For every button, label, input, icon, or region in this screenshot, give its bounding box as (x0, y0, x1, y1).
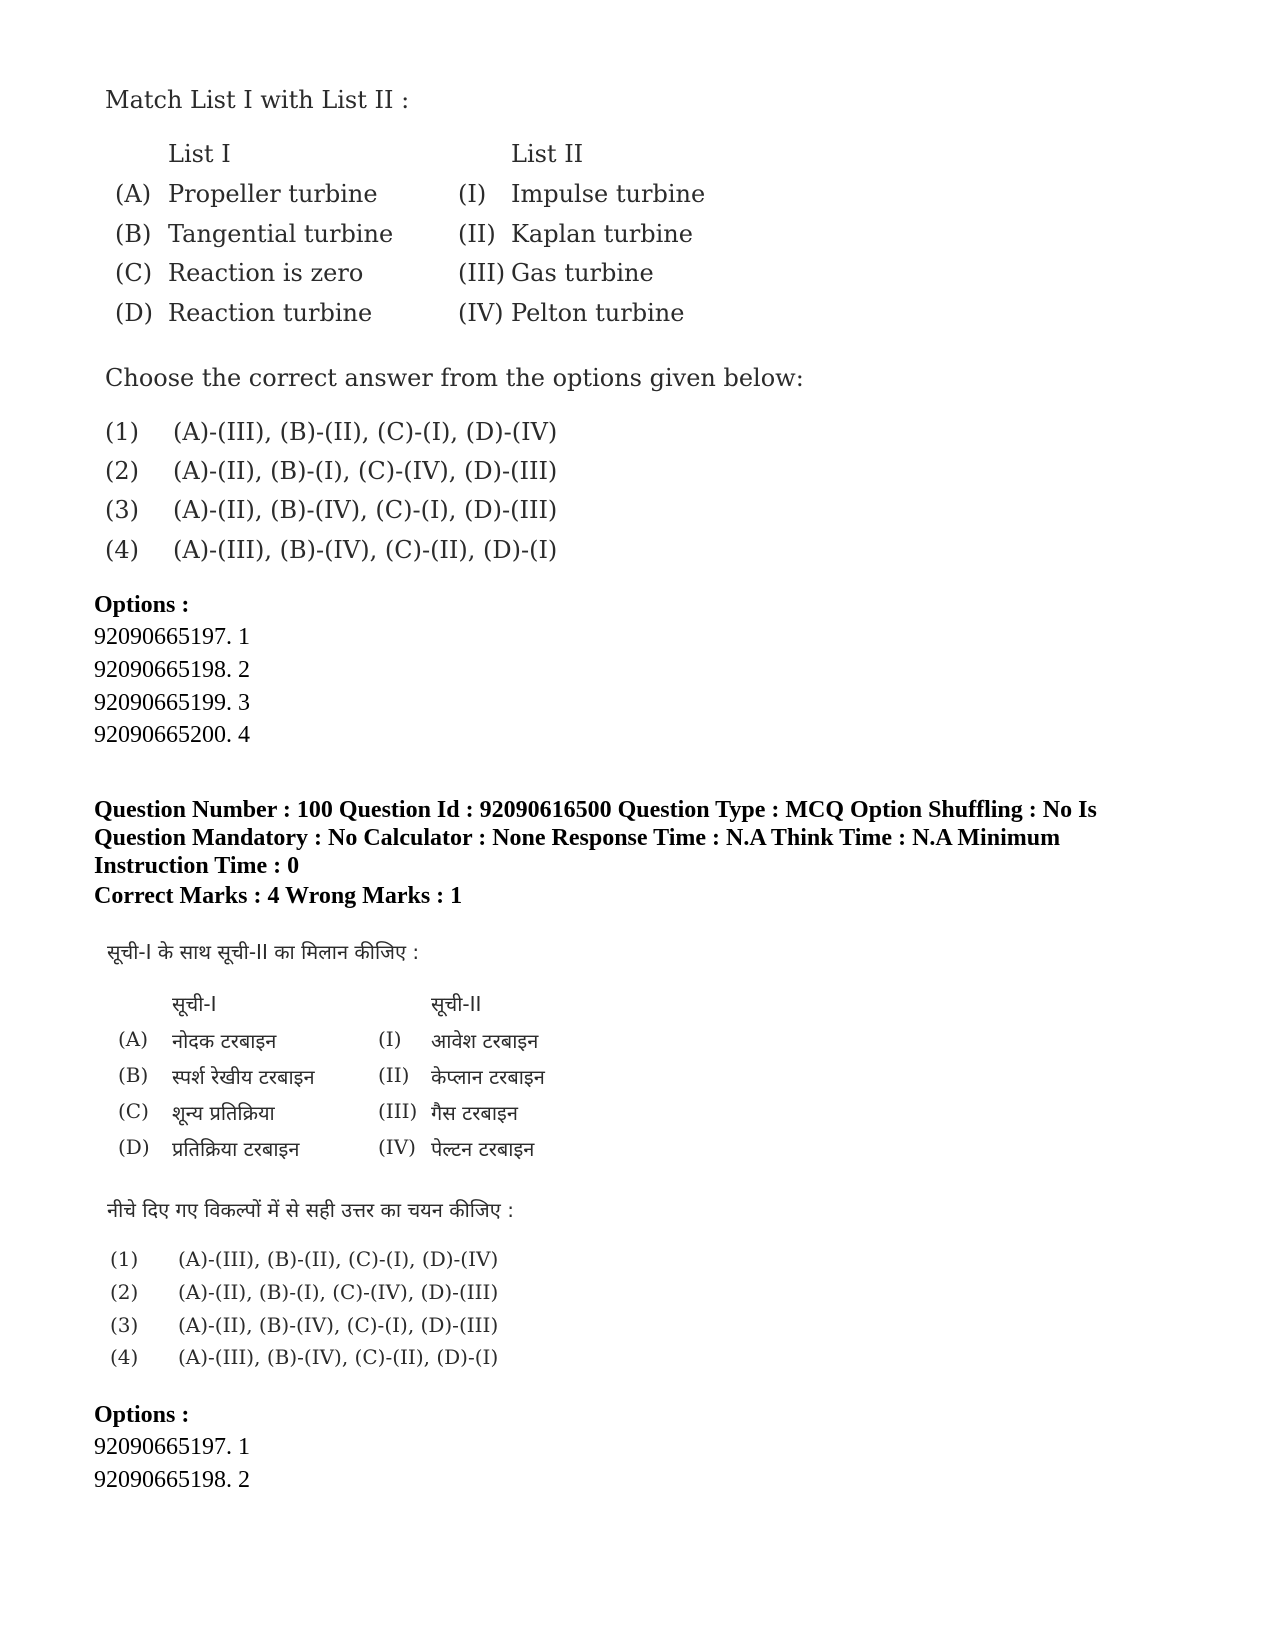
list2-header: List II (511, 140, 584, 168)
choice-text: (A)-(II), (B)-(I), (C)-(IV), (D)-(III) (178, 1280, 499, 1304)
list1-label: (B) (118, 1063, 149, 1087)
list2-item: Gas turbine (511, 259, 654, 287)
choice-text: (A)-(III), (B)-(II), (C)-(I), (D)-(IV) (178, 1247, 499, 1271)
question-intro: सूची-I के साथ सूची-II का मिलान कीजिए : (107, 940, 420, 964)
list1-label: (D) (115, 299, 153, 327)
list1-item: Propeller turbine (168, 180, 378, 208)
choice-number: (4) (105, 536, 139, 564)
list2-label: (III) (378, 1099, 418, 1123)
list2-label: (III) (458, 259, 506, 287)
options-heading: Options : (94, 1402, 190, 1428)
list1-item: Reaction turbine (168, 299, 373, 327)
choice-text: (A)-(II), (B)-(I), (C)-(IV), (D)-(III) (173, 457, 558, 485)
list2-label: (I) (458, 180, 487, 208)
list2-item: Pelton turbine (511, 299, 685, 327)
list2-label: (IV) (378, 1135, 416, 1159)
list1-label: (B) (115, 220, 152, 248)
list2-label: (II) (458, 220, 496, 248)
list2-item: गैस टरबाइन (431, 1101, 518, 1125)
choice-number: (1) (105, 418, 139, 446)
choice-number: (4) (110, 1345, 139, 1369)
choice-number: (3) (110, 1313, 139, 1337)
list2-item: पेल्टन टरबाइन (431, 1137, 535, 1161)
list1-label: (A) (115, 180, 152, 208)
option-item: 92090665198. 2 (94, 1467, 250, 1493)
option-item: 92090665198. 2 (94, 657, 250, 683)
list2-item: Kaplan turbine (511, 220, 693, 248)
choice-text: (A)-(III), (B)-(IV), (C)-(II), (D)-(I) (178, 1345, 499, 1369)
list1-item: स्पर्श रेखीय टरबाइन (172, 1065, 315, 1089)
choice-text: (A)-(II), (B)-(IV), (C)-(I), (D)-(III) (178, 1313, 499, 1337)
question-intro: Match List I with List II : (105, 86, 410, 114)
question-meta-line: Question Number : 100 Question Id : 92090616500 Question Type : MCQ Option Shuffling : No Is Question Mandatory : No Calculator : None Response Time : N.A Think Time : N.A Minimum Instruction Time : 0 (94, 797, 1097, 879)
option-item: 92090665197. 1 (94, 1434, 250, 1460)
choice-text: (A)-(III), (B)-(II), (C)-(I), (D)-(IV) (173, 418, 558, 446)
list2-header: सूची-II (431, 992, 482, 1016)
list1-item: शून्य प्रतिक्रिया (172, 1101, 275, 1125)
choice-text: (A)-(III), (B)-(IV), (C)-(II), (D)-(I) (173, 536, 558, 564)
marks-line: Correct Marks : 4 Wrong Marks : 1 (94, 883, 463, 909)
option-item: 92090665199. 3 (94, 690, 250, 716)
options-heading: Options : (94, 592, 190, 618)
list2-label: (II) (378, 1063, 410, 1087)
list1-header: सूची-I (172, 992, 217, 1016)
choose-instruction: नीचे दिए गए विकल्पों में से सही उत्तर का चयन कीजिए : (107, 1198, 514, 1222)
list1-item: नोदक टरबाइन (172, 1029, 277, 1053)
option-item: 92090665200. 4 (94, 722, 250, 748)
list1-label: (C) (118, 1099, 149, 1123)
choice-number: (2) (110, 1280, 139, 1304)
list1-header: List I (168, 140, 231, 168)
choose-instruction: Choose the correct answer from the options given below: (105, 364, 804, 392)
choice-number: (2) (105, 457, 139, 485)
option-item: 92090665197. 1 (94, 624, 250, 650)
list1-item: Reaction is zero (168, 259, 364, 287)
list2-item: Impulse turbine (511, 180, 706, 208)
list2-item: केप्लान टरबाइन (431, 1065, 545, 1089)
choice-number: (3) (105, 496, 139, 524)
choice-text: (A)-(II), (B)-(IV), (C)-(I), (D)-(III) (173, 496, 558, 524)
list1-label: (A) (118, 1027, 149, 1051)
list2-item: आवेश टरबाइन (431, 1029, 539, 1053)
list2-label: (IV) (458, 299, 504, 327)
list2-label: (I) (378, 1027, 402, 1051)
list1-label: (C) (115, 259, 153, 287)
choice-number: (1) (110, 1247, 139, 1271)
list1-label: (D) (118, 1135, 150, 1159)
list1-item: प्रतिक्रिया टरबाइन (172, 1137, 300, 1161)
list1-item: Tangential turbine (168, 220, 394, 248)
